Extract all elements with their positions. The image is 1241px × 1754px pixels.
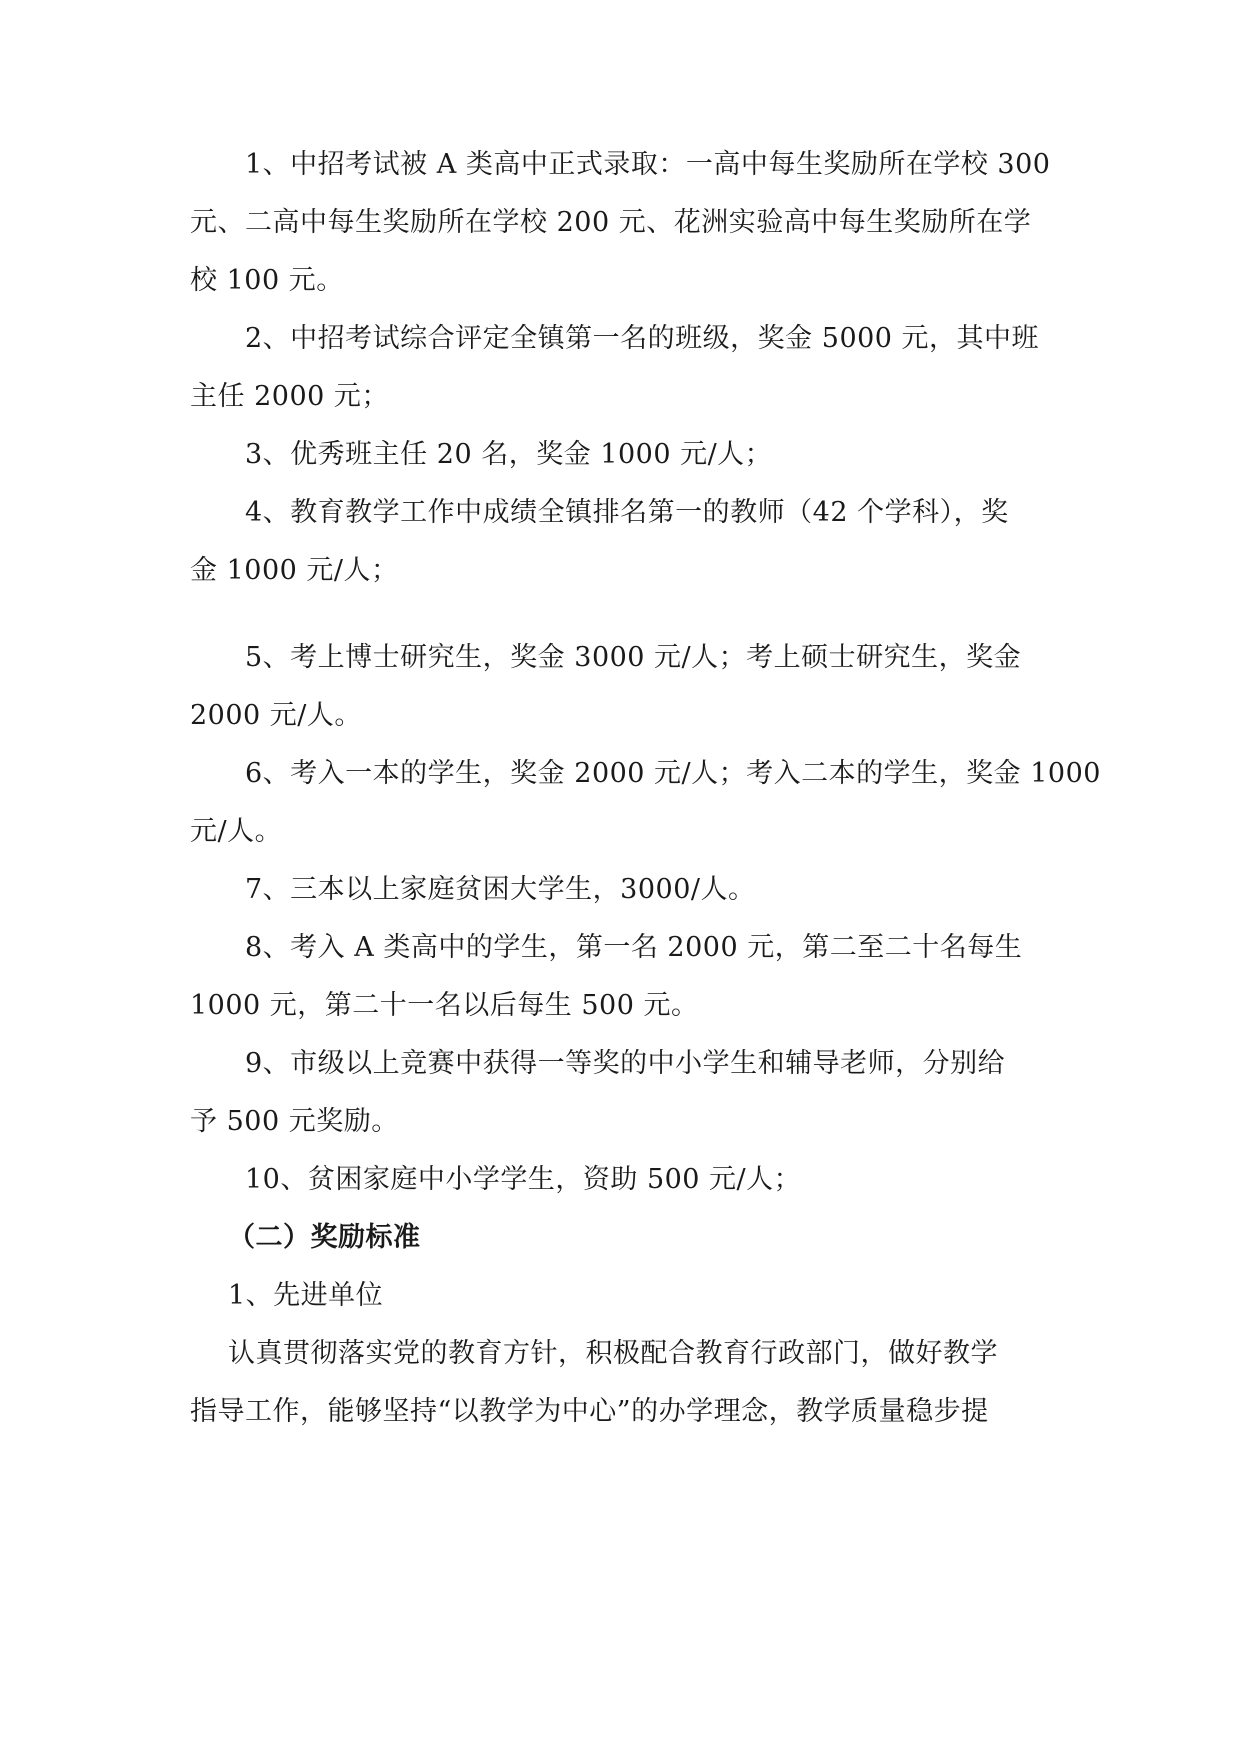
item-3-line-1: 3、优秀班主任 20 名，奖金 1000 元/人； (245, 439, 773, 470)
item-9-line-1: 9、市级以上竞赛中获得一等奖的中小学生和辅导老师，分别给 (245, 1048, 1006, 1079)
paragraph-line-2: 指导工作，能够坚持“以教学为中心”的办学理念，教学质量稳步提 (190, 1396, 989, 1427)
item-2-line-2: 主任 2000 元； (190, 381, 389, 412)
item-4-line-1: 4、教育教学工作中成绩全镇排名第一的教师（42 个学科），奖 (245, 497, 1009, 528)
item-5-line-2: 2000 元/人。 (190, 700, 362, 731)
item-10-line-1: 10、贫困家庭中小学学生，资助 500 元/人； (245, 1164, 802, 1195)
item-1-line-3: 校 100 元。 (190, 265, 344, 296)
item-8-line-2: 1000 元，第二十一名以后每生 500 元。 (190, 990, 699, 1021)
subsection-heading: 1、先进单位 (228, 1280, 384, 1311)
item-5-line-1: 5、考上博士研究生，奖金 3000 元/人；考上硕士研究生，奖金 (245, 642, 1022, 673)
section-heading: （二）奖励标准 (228, 1222, 421, 1253)
item-1-line-1: 1、中招考试被 A 类高中正式录取：一高中每生奖励所在学校 300 (245, 149, 1051, 180)
item-9-line-2: 予 500 元奖励。 (190, 1106, 399, 1137)
paragraph-line-1: 认真贯彻落实党的教育方针，积极配合教育行政部门，做好教学 (228, 1338, 998, 1369)
item-6-line-2: 元/人。 (190, 816, 283, 847)
item-8-line-1: 8、考入 A 类高中的学生，第一名 2000 元，第二至二十名每生 (245, 932, 1023, 963)
item-6-line-1: 6、考入一本的学生，奖金 2000 元/人；考入二本的学生，奖金 1000 (245, 758, 1101, 789)
item-7-line-1: 7、三本以上家庭贫困大学生，3000/人。 (245, 874, 756, 905)
item-2-line-1: 2、中招考试综合评定全镇第一名的班级，奖金 5000 元，其中班 (245, 323, 1040, 354)
item-4-line-2: 金 1000 元/人； (190, 555, 399, 586)
item-1-line-2: 元、二高中每生奖励所在学校 200 元、花洲实验高中每生奖励所在学 (190, 207, 1032, 238)
